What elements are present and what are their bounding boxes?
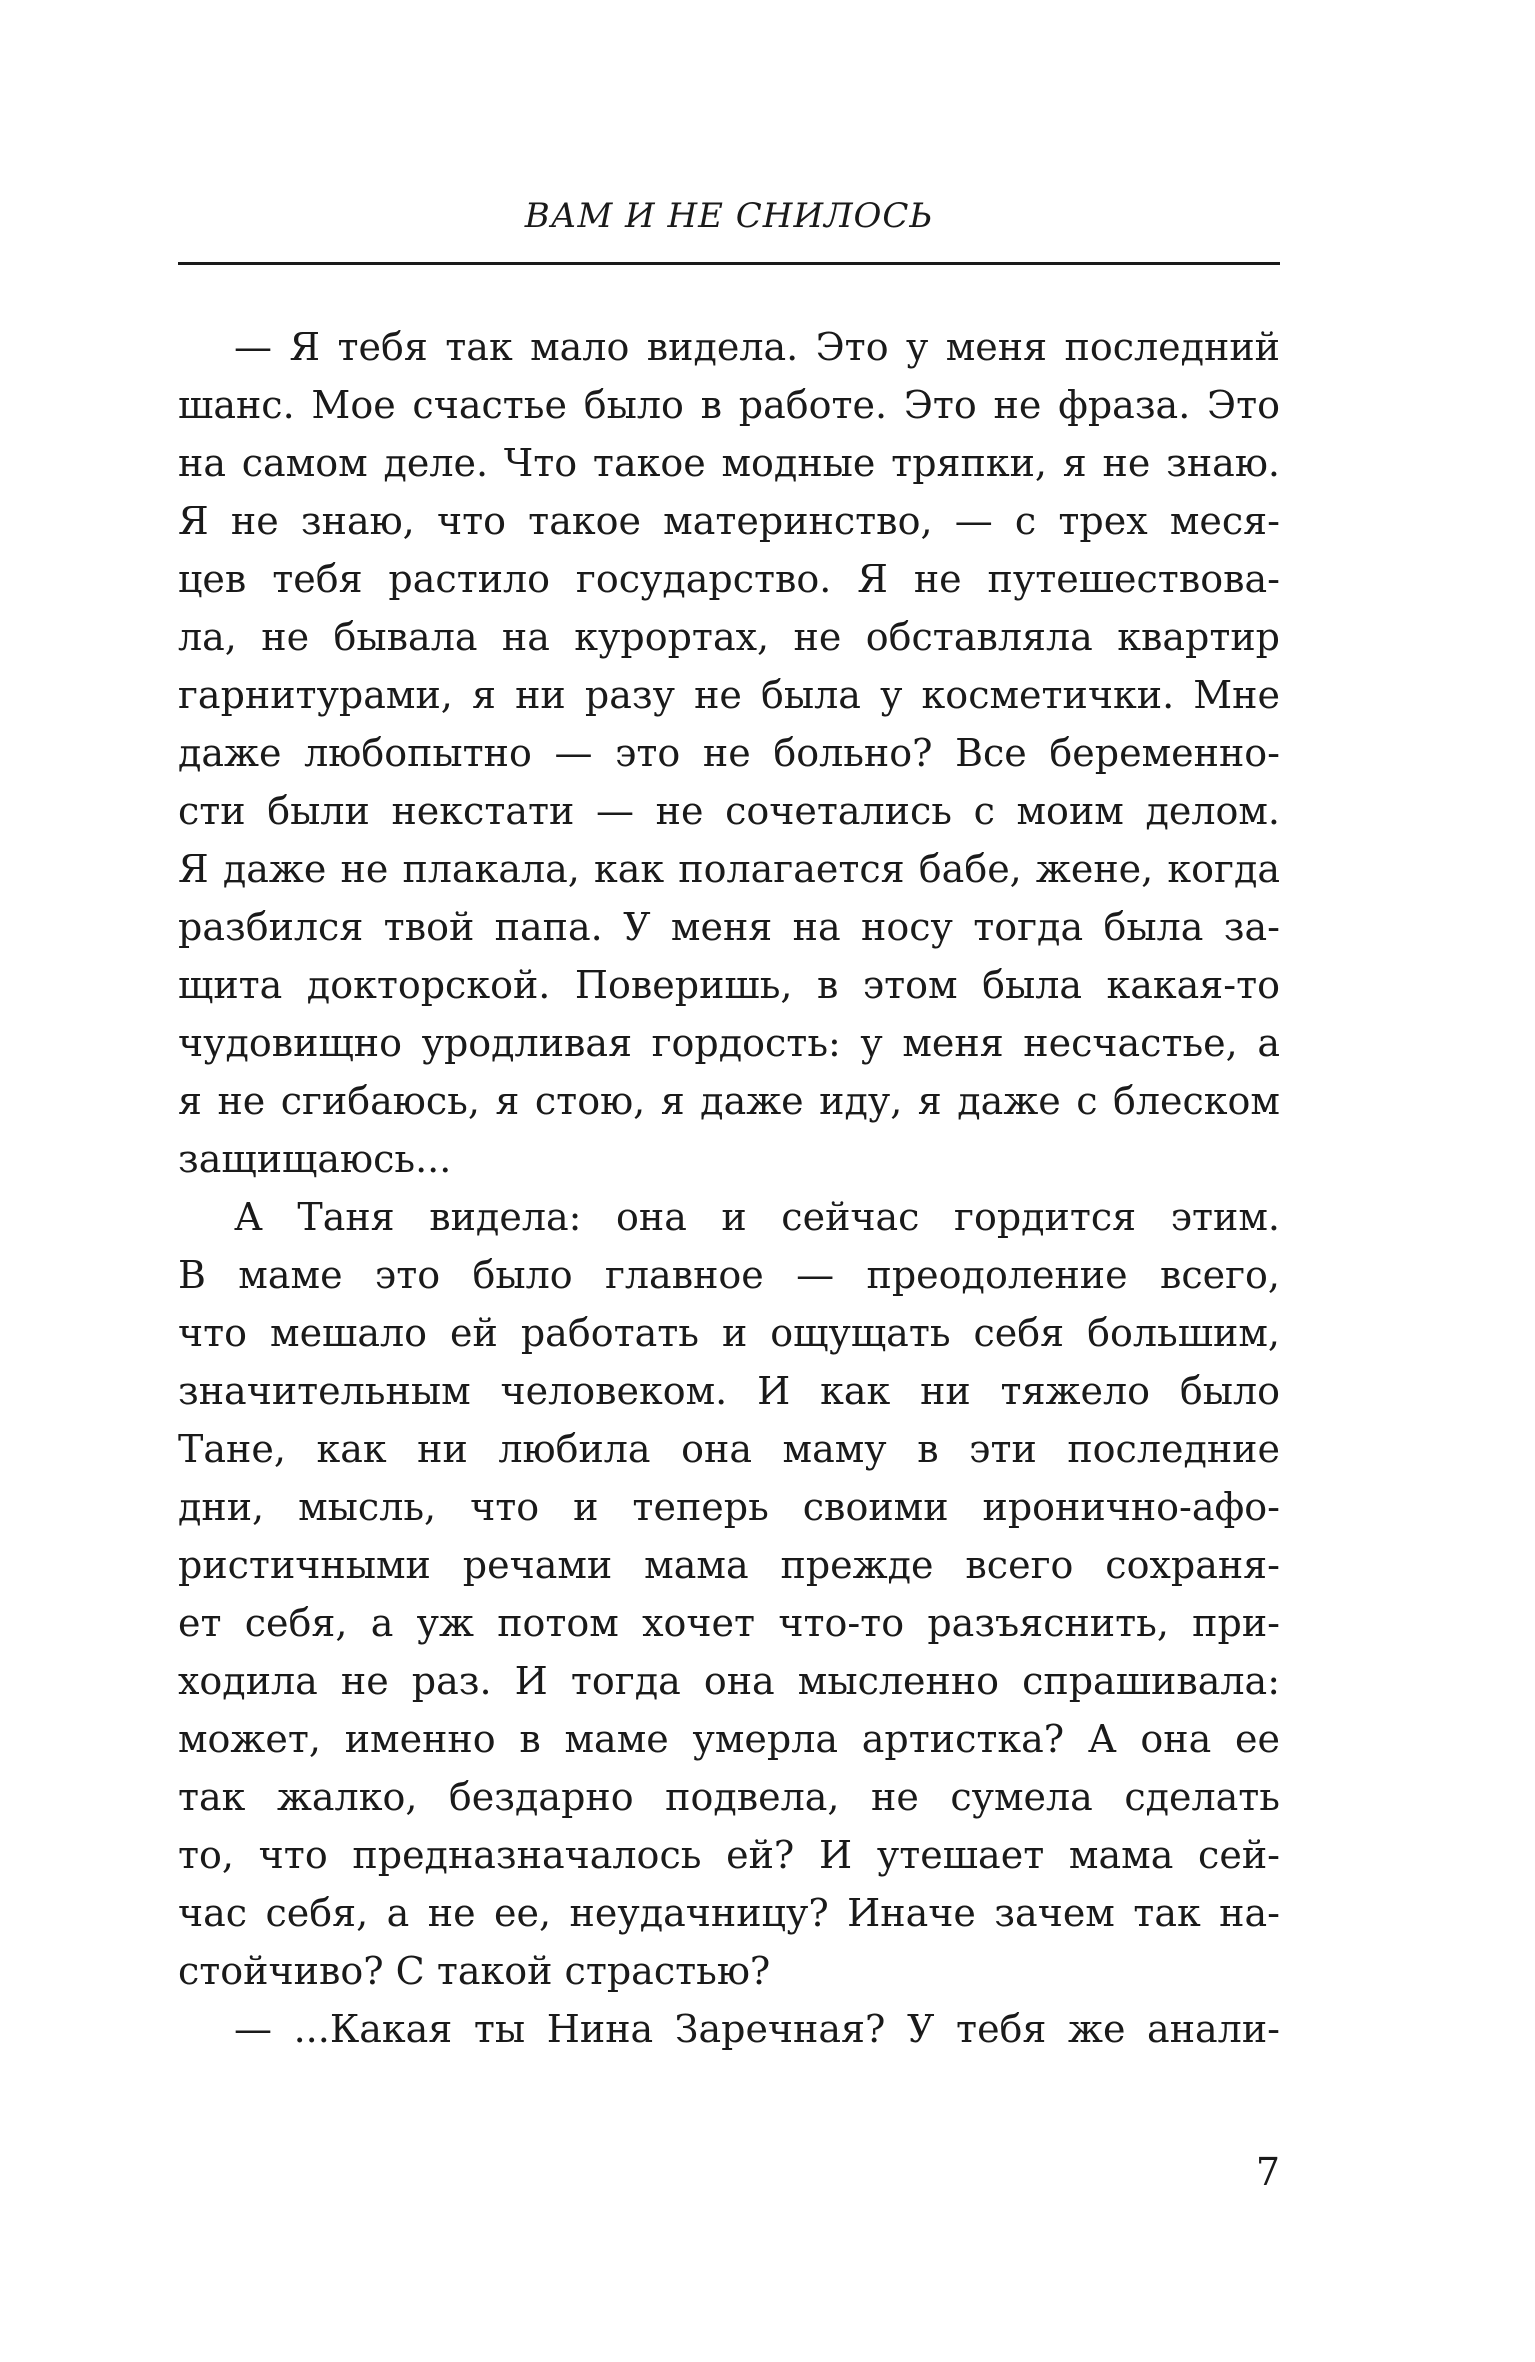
text-line: А Таня видела: она и сейчас гордится этим. [234, 1195, 1280, 1239]
text-line: что мешало ей работать и ощущать себя большим, [178, 1311, 1280, 1355]
text-line: ходила не раз. И тогда она мысленно спрашивала: [178, 1659, 1280, 1703]
text-line: стойчиво? С такой страстью? [178, 1949, 771, 1993]
text-line: — Я тебя так мало видела. Это у меня последний [234, 325, 1280, 369]
text-line: так жалко, бездарно подвела, не сумела сделать [178, 1775, 1280, 1819]
text-line: шанс. Мое счастье было в работе. Это не фраза. Это [178, 383, 1280, 427]
body-text [178, 318, 1280, 2058]
header-rule [178, 262, 1280, 265]
page-number: 7 [1255, 2150, 1280, 2194]
text-line: В маме это было главное — преодоление всего, [178, 1253, 1280, 1297]
text-line: ла, не бывала на курортах, не обставляла квартир [178, 615, 1280, 659]
text-line: Тане, как ни любила она маму в эти последние [178, 1427, 1280, 1471]
text-line: — ...Какая ты Нина Заречная? У тебя же анали- [234, 2007, 1280, 2051]
text-line: цев тебя растило государство. Я не путешествова- [178, 557, 1280, 601]
text-line: Я не знаю, что такое материнство, — с трех меся- [178, 499, 1280, 543]
text-line: дни, мысль, что и теперь своими иронично-афо- [178, 1485, 1280, 1529]
text-line: может, именно в маме умерла артистка? А она ее [178, 1717, 1280, 1761]
text-line: чудовищно уродливая гордость: у меня несчастье, а [178, 1021, 1280, 1065]
text-line: то, что предназначалось ей? И утешает мама сей- [178, 1833, 1280, 1877]
text-line: ристичными речами мама прежде всего сохраня- [178, 1543, 1280, 1587]
text-line: щита докторской. Поверишь, в этом была какая-то [178, 963, 1280, 1007]
text-line: гарнитурами, я ни разу не была у косметички. Мне [178, 673, 1280, 717]
text-line: ет себя, а уж потом хочет что-то разъяснить, при- [178, 1601, 1280, 1645]
text-line: я не сгибаюсь, я стою, я даже иду, я даже с блеском [178, 1079, 1280, 1123]
text-line: час себя, а не ее, неудачницу? Иначе зачем так на- [178, 1891, 1280, 1935]
text-line: разбился твой папа. У меня на носу тогда была за- [178, 905, 1280, 949]
text-line: даже любопытно — это не больно? Все беременно- [178, 731, 1280, 775]
text-line: Я даже не плакала, как полагается бабе, жене, когда [178, 847, 1280, 891]
text-line: на самом деле. Что такое модные тряпки, я не знаю. [178, 441, 1280, 485]
text-line: защищаюсь... [178, 1137, 452, 1181]
running-head: ВАМ И НЕ СНИЛОСЬ [524, 196, 934, 236]
text-line: значительным человеком. И как ни тяжело было [178, 1369, 1280, 1413]
text-line: сти были некстати — не сочетались с моим делом. [178, 789, 1280, 833]
